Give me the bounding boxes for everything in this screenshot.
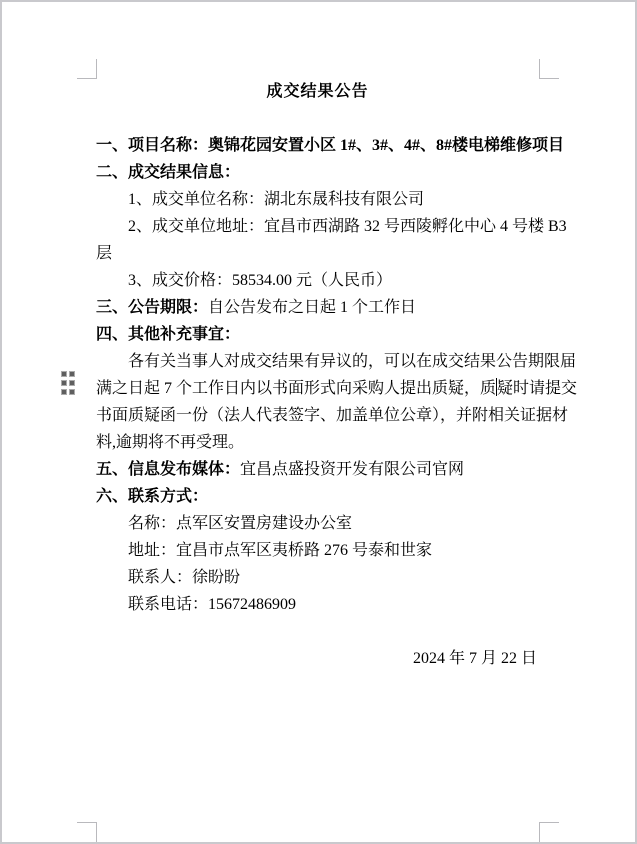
contact-phone-line[interactable]: 联系电话：15672486909 (128, 596, 297, 613)
announcement-period-label: 三、公告期限： (96, 299, 209, 316)
text-boundary-mark-top-left (77, 59, 97, 79)
contact-address-line[interactable]: 地址：宜昌市点军区夷桥路 276 号泰和世家 (128, 542, 433, 559)
objection-paragraph-line-1[interactable]: 各有关当事人对成交结果有异议的，可以在成交结果公告期限届 (128, 353, 577, 370)
media-label: 五、信息发布媒体： (96, 461, 241, 478)
winner-address-line-1[interactable]: 2、成交单位地址：宜昌市西湖路 32 号西陵孵化中心 4 号楼 B3 (128, 218, 567, 235)
contact-header[interactable]: 六、联系方式： (96, 488, 209, 505)
text-boundary-mark-bottom-left (77, 822, 97, 842)
media-text: 宜昌点盛投资开发有限公司官网 (240, 461, 465, 478)
project-name-line[interactable]: 一、项目名称：奥锦花园安置小区 1#、3#、4#、8#楼电梯维修项目 (96, 137, 565, 154)
handle-dot (70, 381, 74, 385)
document-content[interactable] (96, 78, 578, 672)
blank-line (96, 105, 539, 132)
winner-name-line[interactable]: 1、成交单位名称：湖北东晟科技有限公司 (128, 191, 425, 208)
announcement-period-line[interactable] (96, 294, 539, 321)
text-boundary-mark-top-right (539, 59, 559, 79)
announcement-period-text: 自公告发布之日起 1 个工作日 (208, 299, 417, 316)
paragraph-text: 疑时请提交 (497, 380, 578, 397)
result-info-header[interactable]: 二、成交结果信息： (96, 164, 241, 181)
paragraph-text: 满之日起 7 个工作日内以书面形式向采购人提出质疑，质 (96, 380, 497, 397)
other-matters-header[interactable]: 四、其他补充事宜： (96, 326, 241, 343)
document-title[interactable]: 成交结果公告 (266, 83, 369, 100)
text-boundary-mark-bottom-right (539, 822, 559, 842)
blank-line (96, 618, 539, 645)
objection-paragraph-line-3[interactable]: 书面质疑函一份（法人代表签字、加盖单位公章），并附相关证据材 (96, 407, 569, 424)
handle-dot (62, 372, 66, 376)
handle-dot (70, 390, 74, 394)
handle-dot (62, 381, 66, 385)
winner-address-line-2[interactable]: 层 (96, 245, 113, 262)
contact-person-line[interactable]: 联系人：徐盼盼 (128, 569, 241, 586)
paragraph-drag-handle-icon[interactable] (62, 372, 74, 394)
handle-dot (70, 372, 74, 376)
media-line[interactable] (96, 456, 539, 483)
objection-paragraph-line-2[interactable] (96, 375, 578, 402)
price-line[interactable]: 3、成交价格：58534.00 元（人民币） (128, 272, 393, 289)
date-line[interactable]: 2024 年 7 月 22 日 (412, 650, 537, 667)
handle-dot (62, 390, 66, 394)
objection-paragraph-line-4[interactable]: 料,逾期将不再受理。 (96, 434, 245, 451)
contact-name-line[interactable]: 名称：点军区安置房建设办公室 (128, 515, 353, 532)
